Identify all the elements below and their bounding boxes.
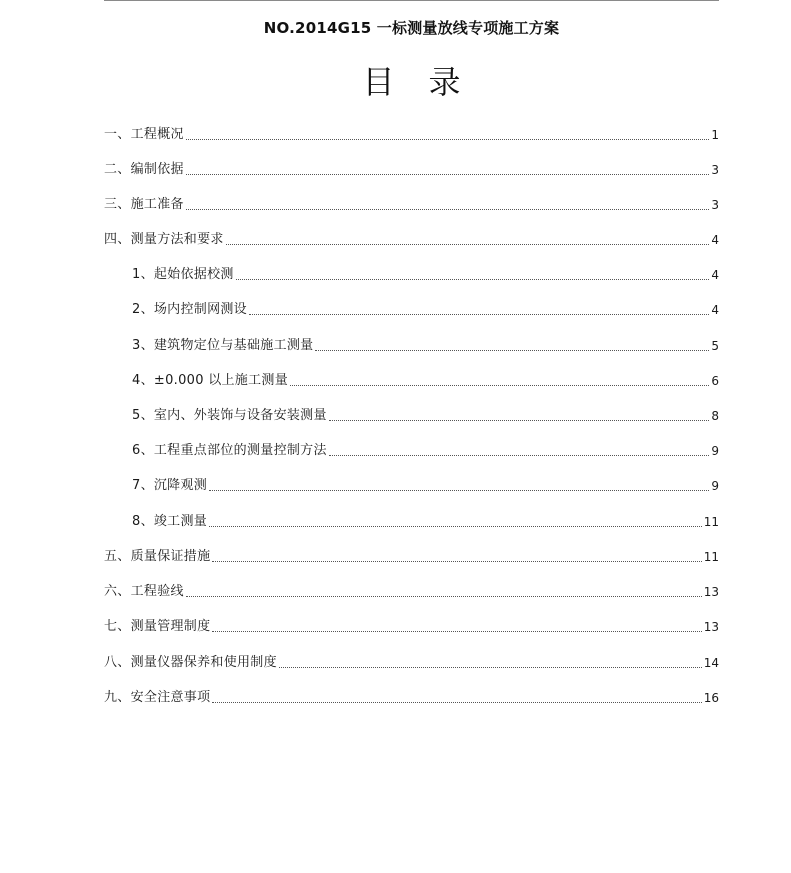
toc-entry-construction-preparation[interactable] [104,190,719,214]
toc-entry-above-zero-survey[interactable] [132,366,719,390]
document-header-title: NO.2014G15 一标测量放线专项施工方案 [263,19,560,37]
toc-entry-label: 4、±0.000 以上施工测量 [132,373,289,388]
toc-dot-leader [249,313,709,315]
toc-dot-leader [315,349,709,351]
toc-page-number: 3 [711,198,719,212]
toc-entry-label: 三、施工准备 [104,197,184,212]
toc-entry-label: 九、安全注意事项 [104,690,211,705]
toc-entry-project-overview[interactable] [104,120,719,144]
toc-entry-completion-survey[interactable] [132,507,719,531]
toc-page-number: 16 [703,691,719,705]
toc-entry-label: 6、工程重点部位的测量控制方法 [132,443,327,458]
toc-dot-leader [290,384,709,386]
toc-entry-label: 七、测量管理制度 [104,619,211,634]
toc-entry-building-positioning[interactable] [132,331,719,355]
toc-entry-line-verification[interactable] [104,577,719,601]
toc-entry-label: 五、质量保证措施 [104,549,211,564]
toc-entry-instrument-maintenance[interactable] [104,648,719,672]
toc-dot-leader [209,525,702,527]
toc-entry-label: 2、场内控制网测设 [132,302,247,317]
toc-dot-leader [226,243,710,245]
toc-entry-compilation-basis[interactable] [104,155,719,179]
toc-page-number: 5 [711,339,719,353]
toc-entry-initial-basis-check[interactable] [132,260,719,284]
toc-page-number: 4 [711,303,719,317]
toc-entry-survey-methods[interactable] [104,225,719,249]
toc-dot-leader [329,454,710,456]
toc-page-number: 13 [703,585,719,599]
toc-dot-leader [186,208,710,210]
toc-page-number: 11 [703,550,719,564]
toc-entry-label: 8、竣工测量 [132,514,208,529]
toc-entry-label: 六、工程验线 [104,584,184,599]
toc-entry-settlement-observation[interactable] [132,471,719,495]
toc-page-number: 1 [711,128,719,142]
toc-dot-leader [212,560,701,562]
toc-entry-site-control-network[interactable] [132,295,719,319]
toc-page-number: 4 [711,268,719,282]
toc-dot-leader [186,173,710,175]
toc-dot-leader [212,701,701,703]
toc-dot-leader [209,489,709,491]
toc-dot-leader [236,278,710,280]
toc-entry-label: 1、起始依据校测 [132,267,234,282]
toc-entry-survey-management[interactable] [104,612,719,636]
toc-page-number: 6 [711,374,719,388]
toc-entry-label: 四、测量方法和要求 [104,232,224,247]
toc-page-number: 14 [703,656,719,670]
toc-heading: 目录 [362,63,495,101]
toc-page-number: 4 [711,233,719,247]
toc-page-number: 13 [703,620,719,634]
toc-page-number: 9 [711,479,719,493]
toc-entry-label: 一、工程概况 [104,127,184,142]
toc-dot-leader [212,630,701,632]
toc-page-number: 3 [711,163,719,177]
toc-dot-leader [329,419,710,421]
toc-dot-leader [186,595,702,597]
toc-entry-label: 3、建筑物定位与基础施工测量 [132,338,314,353]
header-rule [104,0,719,1]
toc-entry-safety-notes[interactable] [104,683,719,707]
toc-entry-label: 二、编制依据 [104,162,184,177]
toc-entry-key-parts-control[interactable] [132,436,719,460]
toc-entry-label: 八、测量仪器保养和使用制度 [104,655,277,670]
toc-entry-quality-assurance[interactable] [104,542,719,566]
toc-page-number: 8 [711,409,719,423]
toc-dot-leader [186,138,710,140]
toc-dot-leader [279,666,702,668]
toc-page-number: 9 [711,444,719,458]
toc-entry-label: 7、沉降观测 [132,478,208,493]
toc-entry-decoration-equipment-survey[interactable] [132,401,719,425]
toc-entry-label: 5、室内、外装饰与设备安装测量 [132,408,327,423]
toc-page-number: 11 [703,515,719,529]
